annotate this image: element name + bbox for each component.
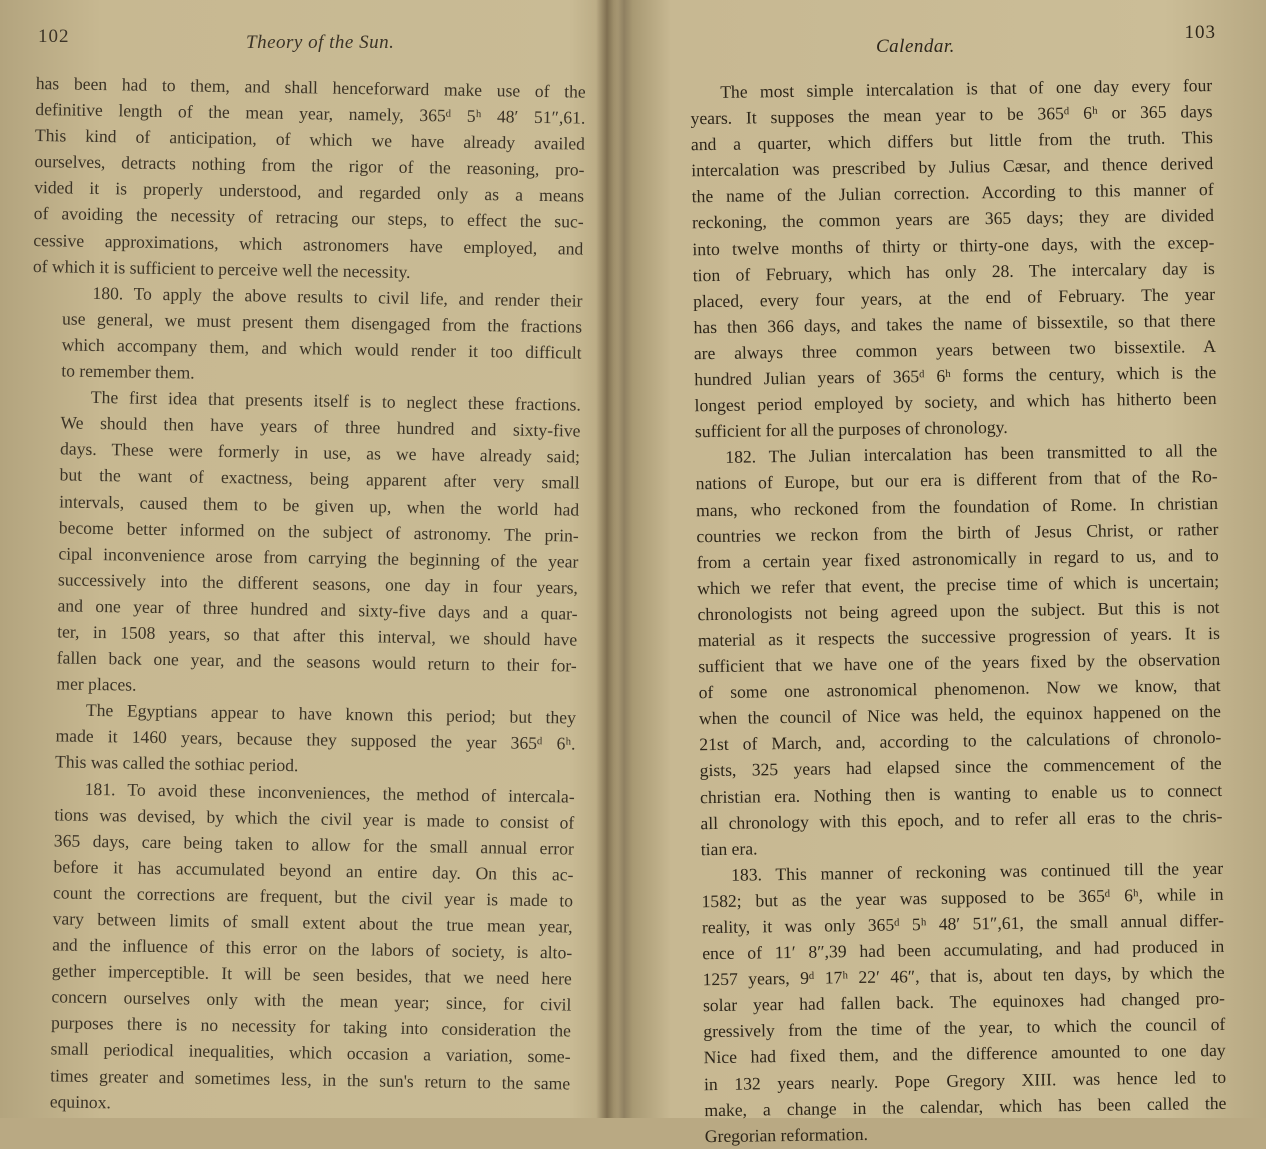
text-line: vary between limits of small extent about the true mean year, [52,908,573,937]
text-line: make, a change in the calendar, which has been called the [704,1092,1227,1120]
right-page-header [618,22,1266,62]
running-title: Theory of the Sun. [246,32,395,53]
text-line: years. It supposes the mean year to be 365ᵈ 6ʰ or 365 days [690,101,1213,129]
text-line: material as it respects the successive progression of years. It is [697,622,1220,651]
text-line: 182. The Julian intercalation has been transmitted to all the [725,440,1218,468]
text-line: The most simple intercalation is that of one day every four [720,74,1213,102]
paragraph [671,855,1227,1149]
text-line: 183. This manner of reckoning was continued till the year [731,857,1224,885]
text-line: This kind of anticipation, of which we have already availed [34,125,586,154]
text-line: mer places. [56,673,137,695]
text-line: solar year had fallen back. The equinoxes had changed pro- [702,988,1226,1016]
text-line: tian era. [700,838,758,859]
text-line: countries we reckon from the birth of Jesus Christ, or rather [696,518,1219,546]
text-line: tions was devised, by which the civil year is made to consist of [54,804,575,833]
text-line: nations of Europe, but our era is different from that of the Ro- [695,466,1218,494]
text-line: hundred Julian years of 365ᵈ 6ʰ forms the century, which is the [694,362,1217,390]
text-line: made it 1460 years, because they supposed the year 365ᵈ 6ʰ. [55,725,576,754]
text-line: small periodical inequalities, which occasion a variation, some- [50,1038,571,1067]
text-line: placed, every four years, at the end of February. The year [693,283,1216,312]
text-line: 1582; but as the year was supposed to be 365ᵈ 6ʰ, while in [701,883,1224,912]
left-page-body [20,70,586,1122]
text-line: concern ourselves only with the mean year; since, for civil [51,986,572,1015]
text-line: successively into the different seasons, one day in four years, [57,569,579,598]
text-line: ourselves, detracts nothing from the rigor of the reasoning, pro- [34,151,585,180]
text-line: christian era. Nothing then is wanting to enable us to connect [699,779,1223,807]
text-line: and the influence of this error on the labors of society, is alto- [52,934,573,963]
text-line: from a certain year fixed astronomically in regard to us, and to [696,544,1219,572]
text-line: intervals, caused them to be given up, when the world had [59,490,580,520]
text-line: Nice had fixed them, and the difference amounted to one day [703,1040,1226,1068]
page-number: 103 [1184,22,1216,43]
text-line: and one year of three hundred and sixty-five days and a quar- [57,595,578,624]
text-line: tion of February, which has only 28. The intercalary day is [692,257,1215,285]
text-line: fallen back one year, and the seasons would return to their for- [56,647,577,676]
paragraph [665,437,1223,862]
text-line: 181. To avoid these inconveniences, the method of intercala- [84,778,575,807]
text-line: of which it is sufficient to perceive well the necessity. [32,255,411,282]
paragraph [26,383,581,705]
text-line: cipal inconvenience arose from carrying the beginning of the year [58,543,579,572]
text-line: sufficient that we have one of the years fixed by the observation [698,649,1221,677]
text-line: gressively from the time of the year, to which the council of [703,1014,1226,1042]
text-line: gether imperceptible. It will be seen besides, that we need here [51,960,572,989]
text-line: Gregorian reformation. [704,1123,869,1146]
text-line: has then 366 days, and takes the name of bissextile, so that there [693,309,1216,338]
left-page [0,0,598,1118]
paragraph [20,774,575,1122]
text-line: become better informed on the subject of astronomy. The prin- [58,517,579,546]
text-line: This was called the sothiac period. [54,751,299,776]
text-line: times greater and sometimes less, in the sun's return to the same [50,1064,571,1094]
text-line: reckoning, the common years are 365 days; they are divided [691,205,1215,233]
paragraph [25,696,576,783]
text-line: purposes there is no necessity for taking into consideration the [50,1012,572,1041]
text-line: intercalation was prescribed by Julius Cæsar, and thence derived [691,153,1214,181]
text-line: cessive approximations, which astronomers have employed, and [33,229,584,259]
text-line: of avoiding the necessity of retracing our steps, to effect the suc- [33,203,584,233]
text-line: gists, 325 years had elapsed since the commencement of the [699,753,1222,781]
page-number: 102 [38,26,70,47]
text-line: the name of the Julian correction. According to this manner of [691,179,1214,207]
text-line: use general, we must present them disengaged from the fractions [61,308,583,337]
text-line: reality, it was only 365ᵈ 5ʰ 48′ 51″,61, the small annual differ- [701,909,1224,938]
text-line: mans, who reckoned from the foundation of Rome. In christian [695,492,1219,520]
text-line: to remember them. [61,360,195,383]
text-line: The Egyptians appear to have known this period; but they [85,700,577,728]
book-gutter [596,0,618,1118]
text-line: 365 days, care being taken to allow for the small annual error [53,830,574,859]
paragraph [33,70,586,287]
paragraph [660,72,1217,445]
text-line: when the council of Nice was held, the equinox happened on the [698,701,1222,729]
text-line: but the want of exactness, being apparent after very small [59,464,580,493]
left-page-header [0,22,598,62]
right-page-body [660,72,1227,1149]
text-line: ence of 11′ 8″,39 had been accumulating, and had produced in [702,936,1225,964]
text-line: has been had to them, and shall henceforward make use of the [35,72,586,102]
text-line: The first idea that presents itself is to neglect these fractions. [90,387,581,415]
text-line: 1257 years, 9ᵈ 17ʰ 22′ 46″, that is, about ten days, by which the [702,962,1225,990]
text-line: ter, in 1508 years, so that after this interval, we should have [57,621,578,650]
text-line: count the corrections are frequent, but the civil year is made to [52,882,574,911]
text-line: into twelve months of thirty or thirty-one days, with the excep- [692,231,1215,259]
text-line: days. These were formerly in use, as we have already said; [59,438,581,467]
text-line: vided it is properly understood, and regarded only as a means [33,177,585,206]
text-line: all chronology with this epoch, and to refer all eras to the chris- [700,805,1223,833]
paragraph [31,279,583,392]
text-line: are always three common years between two bissextile. A [693,335,1216,364]
text-line: 180. To apply the above results to civil life, and render their [92,282,583,311]
text-line: in 132 years nearly. Pope Gregory XIII. was hence led to [703,1066,1227,1094]
text-line: longest period employed by society, and which has hitherto been [694,388,1217,416]
running-title: Calendar. [876,36,955,57]
text-line: before it has accumulated beyond an entire day. On this ac- [53,856,574,885]
text-line: sufficient for all the purposes of chronology. [694,417,1008,442]
text-line: equinox. [49,1091,112,1112]
right-page [618,0,1266,1146]
text-line: 21st of March, and, according to the calculations of chronolo- [699,727,1222,755]
text-line: definitive length of the mean year, namely, 365ᵈ 5ʰ 48′ 51″,61. [35,99,586,128]
text-line: and a quarter, which differs but little from the truth. This [690,127,1214,155]
text-line: which accompany them, and which would render it too difficult [61,334,582,363]
text-line: chronologists not being agreed upon the subject. But this is not [697,596,1220,625]
text-line: We should then have years of three hundred and sixty-five [60,412,581,441]
text-line: which we refer that event, the precise time of which is uncertain; [697,570,1220,599]
text-line: of some one astronomical phenomenon. Now we know, that [698,675,1221,703]
